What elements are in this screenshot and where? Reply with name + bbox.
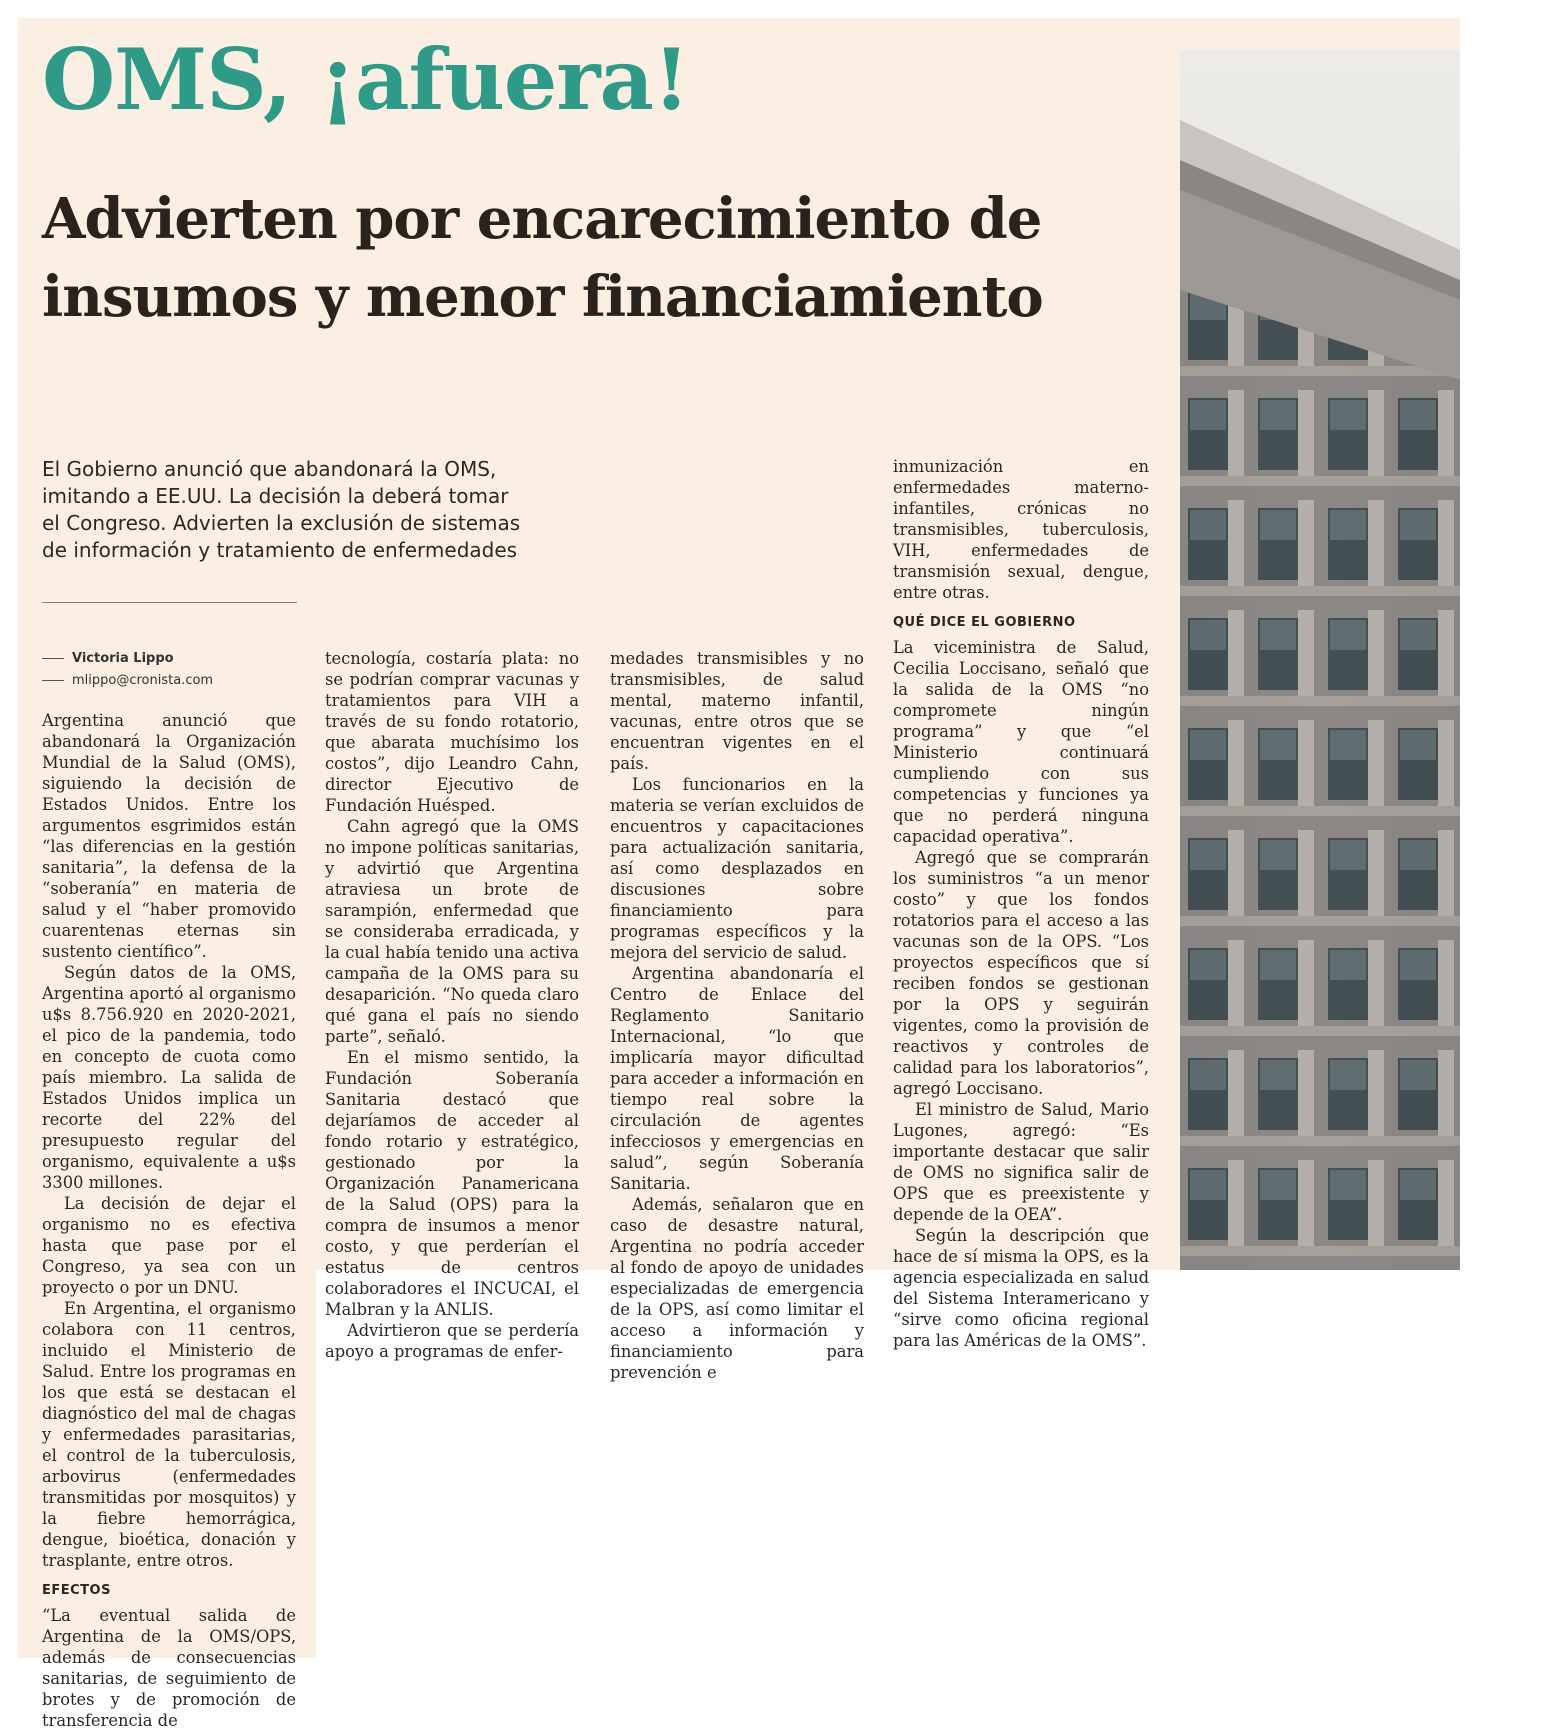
paragraph: Cahn agregó que la OMS no impone políticas sanitarias, y advirtió que Argentina atraviesa un brote de sarampión, enfermedad que se consideraba erradicada, y la cual había tenido una activa campaña de la OMS para su desaparición. “No queda claro qué gana el país no siendo parte”, señaló. bbox=[325, 817, 579, 1046]
paragraph: La decisión de dejar el organismo no es efectiva hasta que pase por el Congreso, ya sea con un proyecto o por un DNU. bbox=[42, 1194, 296, 1297]
paragraph: Según datos de la OMS, Argentina aportó al organismo u$s 8.756.920 en 2020-2021, el pico de la pandemia, todo en concepto de cuota como país miembro. La salida de Estados Unidos implica un recorte del 22% del presupuesto regular del organismo, equivalente a u$s 3300 millones. bbox=[42, 963, 296, 1192]
paragraph: Agregó que se comprarán los suministros “a un menor costo” y que los fondos rotatorios para el acceso a las vacunas son de la OPS. “Los proyectos específicos que sí reciben fondos se gestionan por la OPS y seguirán vigentes, como la provisión de reactivos y controles de calidad para los laboratorios”, agregó Loccisano. bbox=[893, 848, 1149, 1098]
paragraph: En Argentina, el organismo colabora con 11 centros, incluido el Ministerio de Salud. Entre los programas en los que está se destacan el diagnóstico del mal de chagas y enfermedades parasitarias, el control de la tuberculosis, arbovirus (enfermedades transmitidas por mosquitos) y la fiebre hemorrágica, dengue, bioética, donación y trasplante, entre otros. bbox=[42, 1299, 296, 1570]
author-email[interactable]: mlippo@cronista.com bbox=[72, 673, 214, 688]
paragraph: Los funcionarios en la materia se verían excluidos de encuentros y capacitaciones para actualización sanitaria, así como desplazados en discusiones sobre financiamiento para programas específicos y la mejora del servicio de salud. bbox=[610, 775, 864, 962]
paragraph: Según la descripción que hace de sí misma la OPS, es la agencia especializada en salud del Sistema Interamericano y “sirve como oficina regional para las Américas de la OMS”. bbox=[893, 1226, 1149, 1350]
paragraph: Argentina abandonaría el Centro de Enlace del Reglamento Sanitario Internacional, “lo que implicaría mayor dificultad para acceder a información en tiempo real sobre la circulación de agentes infecciosos y emergencias en salud”, según Soberanía Sanitaria. bbox=[610, 964, 864, 1193]
paragraph: El ministro de Salud, Mario Lugones, agregó: “Es importante destacar que salir de OMS no significa salir de OPS que es preexistente y depende de la OEA”. bbox=[893, 1100, 1149, 1224]
paragraph: inmunización en enfermedades materno-infantiles, crónicas no transmisibles, tuberculosis, VIH, enfermedades de transmisión sexual, dengue, entre otras. bbox=[893, 457, 1149, 602]
kicker-title: OMS, ¡afuera! bbox=[42, 30, 689, 129]
byline bbox=[42, 648, 302, 692]
byline-rule bbox=[42, 680, 64, 681]
author-name: Victoria Lippo bbox=[72, 651, 174, 666]
paragraph: medades transmisibles y no transmisibles, de salud mental, materno infantil, vacunas, entre otros que se encuentran vigentes en el país. bbox=[610, 649, 864, 773]
paragraph: En el mismo sentido, la Fundación Soberanía Sanitaria destacó que dejaríamos de acceder al fondo rotario y estratégico, gestionado por la Organización Panamericana de la Salud (OPS) para la compra de insumos a menor costo, y que perderían el estatus de centros colaboradores el INCUCAI, el Malbran y la ANLIS. bbox=[325, 1048, 579, 1319]
column-1 bbox=[42, 710, 296, 1730]
paragraph: tecnología, costaría plata: no se podrían comprar vacunas y tratamientos para VIH a través de su fondo rotatorio, que abarata muchísimo los costos”, dijo Leandro Cahn, director Ejecutivo de Fundación Huésped. bbox=[325, 649, 579, 815]
paragraph: La viceministra de Salud, Cecilia Loccisano, señaló que la salida de la OMS “no compromete ningún programa” y que “el Ministerio continuará cumpliendo con sus competencias y funciones ya que no perderá ninguna capacidad operativa”. bbox=[893, 638, 1149, 846]
column-3 bbox=[610, 648, 864, 1382]
paragraph: Argentina anunció que abandonará la Organización Mundial de la Salud (OMS), siguiendo la decisión de Estados Unidos. Entre los argumentos esgrimidos están “las diferencias en la gestión sanitaria”, la defensa de la “soberanía” en materia de salud y el “haber promovido cuarentenas eternas sin sustento científico”. bbox=[42, 711, 296, 961]
headline: Advierten por encarecimiento de insumos y menor financiamiento bbox=[42, 186, 1043, 330]
building-photo bbox=[1180, 50, 1460, 1270]
paragraph: “La eventual salida de Argentina de la OMS/OPS, además de consecuencias sanitarias, de seguimiento de brotes y de promoción de transferencia de bbox=[42, 1606, 296, 1730]
section-heading: QUÉ DICE EL GOBIERNO bbox=[893, 615, 1076, 630]
section-heading: EFECTOS bbox=[42, 1583, 111, 1598]
byline-rule bbox=[42, 658, 64, 659]
column-2 bbox=[325, 648, 579, 1361]
paragraph: Advirtieron que se perdería apoyo a programas de enfer- bbox=[325, 1321, 579, 1361]
paragraph: Además, señalaron que en caso de desastre natural, Argentina no podría acceder al fondo de apoyo de unidades especializadas de emergencia de la OPS, así como limitar el acceso a información y financiamiento para prevención e bbox=[610, 1195, 864, 1382]
deck: El Gobierno anunció que abandonará la OMS, imitando a EE.UU. La decisión la deberá tomar el Congreso. Advierten la exclusión de sistemas de información y tratamiento de enfermedades bbox=[42, 457, 521, 562]
divider bbox=[42, 602, 297, 603]
column-4 bbox=[893, 456, 1149, 1350]
